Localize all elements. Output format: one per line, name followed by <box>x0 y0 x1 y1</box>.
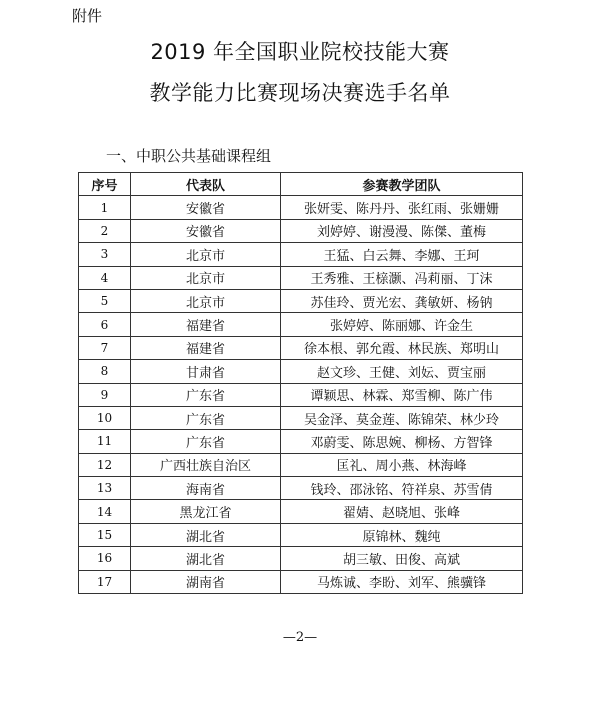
attachment-label: 附件 <box>72 7 103 25</box>
table-row <box>79 313 523 336</box>
table-row <box>79 336 523 359</box>
table-row <box>79 289 523 312</box>
cell-team: 福建省 <box>131 336 281 359</box>
table-row <box>79 196 523 219</box>
cell-number: 1 <box>79 196 131 219</box>
cell-team: 福建省 <box>131 313 281 336</box>
cell-members: 徐本根、郭允霞、林民族、郑明山 <box>281 336 523 359</box>
cell-team: 广东省 <box>131 383 281 406</box>
table-row <box>79 570 523 593</box>
cell-members: 胡三敏、田俊、高斌 <box>281 547 523 570</box>
section-heading: 一、中职公共基础课程组 <box>106 147 272 165</box>
cell-members: 谭颖思、林霖、郑雪柳、陈广伟 <box>281 383 523 406</box>
contestant-table <box>78 172 523 594</box>
document-title-line1: 2019 年全国职业院校技能大赛 <box>150 40 450 64</box>
column-header-number: 序号 <box>79 173 131 196</box>
cell-team: 广西壮族自治区 <box>131 453 281 476</box>
cell-team: 甘肃省 <box>131 360 281 383</box>
cell-team: 北京市 <box>131 243 281 266</box>
cell-team: 湖北省 <box>131 547 281 570</box>
table-row <box>79 266 523 289</box>
column-header-members: 参赛教学团队 <box>281 173 523 196</box>
cell-team: 海南省 <box>131 477 281 500</box>
table-row <box>79 477 523 500</box>
page-number: —2— <box>282 630 318 645</box>
cell-number: 17 <box>79 570 131 593</box>
cell-members: 吴金泽、莫金莲、陈锦荣、林少玲 <box>281 406 523 429</box>
cell-team: 湖北省 <box>131 523 281 546</box>
column-header-team: 代表队 <box>131 173 281 196</box>
table-row <box>79 406 523 429</box>
cell-number: 9 <box>79 383 131 406</box>
table-row <box>79 430 523 453</box>
table-header-row <box>79 173 523 196</box>
cell-number: 5 <box>79 289 131 312</box>
cell-members: 苏佳玲、贾光宏、龚敏妍、杨钠 <box>281 289 523 312</box>
cell-number: 3 <box>79 243 131 266</box>
cell-members: 邓蔚雯、陈思婉、柳杨、方智锋 <box>281 430 523 453</box>
table-row <box>79 243 523 266</box>
cell-number: 15 <box>79 523 131 546</box>
cell-members: 张婷婷、陈丽娜、许金生 <box>281 313 523 336</box>
cell-team: 广东省 <box>131 430 281 453</box>
cell-members: 原锦林、魏纯 <box>281 523 523 546</box>
cell-members: 翟婧、赵晓旭、张峰 <box>281 500 523 523</box>
cell-number: 13 <box>79 477 131 500</box>
cell-number: 11 <box>79 430 131 453</box>
cell-members: 钱玲、邵泳铭、符祥泉、苏雪倩 <box>281 477 523 500</box>
table-row <box>79 500 523 523</box>
cell-members: 张妍雯、陈丹丹、张红雨、张姗姗 <box>281 196 523 219</box>
cell-number: 7 <box>79 336 131 359</box>
table-row <box>79 547 523 570</box>
table-row <box>79 523 523 546</box>
cell-members: 赵文珍、王健、刘妘、贾宝丽 <box>281 360 523 383</box>
document-title-line2: 教学能力比赛现场决赛选手名单 <box>149 81 451 105</box>
cell-team: 安徽省 <box>131 196 281 219</box>
cell-team: 北京市 <box>131 266 281 289</box>
cell-number: 12 <box>79 453 131 476</box>
cell-team: 湖南省 <box>131 570 281 593</box>
cell-members: 刘婷婷、谢漫漫、陈傑、董梅 <box>281 219 523 242</box>
cell-team: 安徽省 <box>131 219 281 242</box>
cell-number: 4 <box>79 266 131 289</box>
table-body <box>79 196 523 594</box>
cell-number: 10 <box>79 406 131 429</box>
cell-number: 16 <box>79 547 131 570</box>
cell-number: 2 <box>79 219 131 242</box>
cell-team: 黑龙江省 <box>131 500 281 523</box>
cell-number: 6 <box>79 313 131 336</box>
cell-team: 北京市 <box>131 289 281 312</box>
table-row <box>79 453 523 476</box>
cell-members: 匡礼、周小燕、林海峰 <box>281 453 523 476</box>
cell-number: 8 <box>79 360 131 383</box>
table-row <box>79 360 523 383</box>
cell-members: 王猛、白云舞、李娜、王珂 <box>281 243 523 266</box>
cell-members: 王秀雅、王榇灏、冯莉丽、丁沫 <box>281 266 523 289</box>
table-row <box>79 383 523 406</box>
cell-number: 14 <box>79 500 131 523</box>
cell-members: 马炼诚、李盼、刘军、熊骥锋 <box>281 570 523 593</box>
table-row <box>79 219 523 242</box>
cell-team: 广东省 <box>131 406 281 429</box>
